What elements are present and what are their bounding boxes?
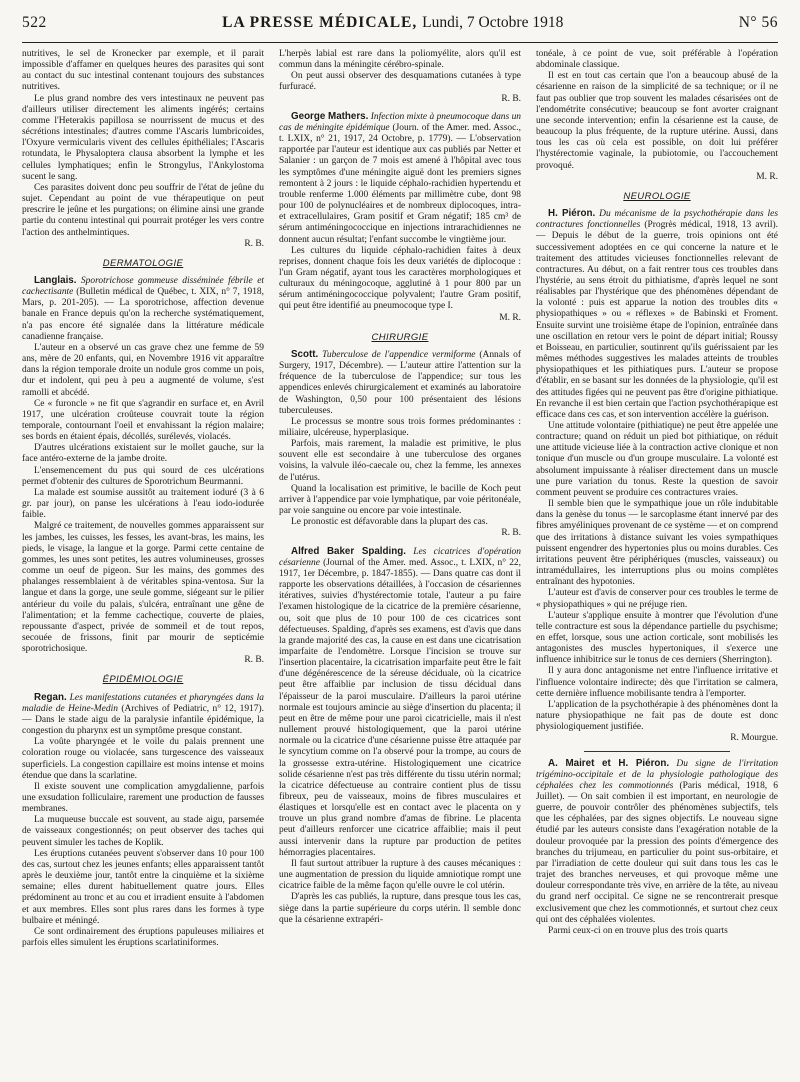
journal-title bbox=[222, 14, 563, 32]
column-1 bbox=[22, 49, 264, 949]
article-author: Scott. bbox=[291, 348, 319, 360]
paragraph: Il est en tout cas certain que l'on a beaucoup abusé de la césarienne en raison de la simplicité de sa technique; or il ne faut pas oublier que trop souvent les malades césarisées ont de l'endométrite consécutive; beaucoup se font avorter craignant une seconde intervention; enfin la césarienne est la cause, de beaucoup la plus fréquente, de la rupture utérine. Aussi, dans tous les cas où cela est possible, on doit lui préférer l'hystérectomie vaginale, la pubiotomie, ou l'accouchement provoqué. bbox=[536, 71, 778, 171]
paragraph: Quand la localisation est primitive, le bacille de Koch peut arriver à l'appendice par voie lymphatique, par voie péritonéale, par voie sanguine ou encore par voie intestinale. bbox=[279, 483, 521, 517]
paragraph: Parmi ceux-ci on en trouve plus des trois quarts bbox=[548, 925, 728, 936]
article-reference: (Annals of Surgery, 1917, Décembre). — L'auteur attire l'attention sur la fréquence de la tuberculose de l'appendice; sur tous les appendices enlevés chirurgicalement et examinés au laboratoire de Washington, 0,50 pour 100 présentaient des lésions tuberculeuses. bbox=[279, 349, 522, 416]
signature: R. B. bbox=[244, 238, 264, 249]
section-heading: NEUROLOGIE bbox=[623, 190, 691, 202]
article-author: Langlais. bbox=[34, 274, 77, 286]
signature: M. R. bbox=[499, 312, 521, 323]
signature: R. B. bbox=[501, 93, 521, 104]
article-title: Du signe de l'irritation trigémino-occipitale et de la physiologie pathologique des céphalées chez les commotionnés bbox=[536, 758, 778, 791]
paragraph: Parfois, mais rarement, la maladie est primitive, le plus souvent elle est secondaire à une tuberculose des organes voisins, la valvule iléo-caecale ou, chez la femme, les annexes de l'utérus. bbox=[279, 439, 521, 483]
paragraph: On peut aussi observer des desquamations cutanées à type furfuracé. bbox=[279, 71, 521, 93]
paragraph: La muqueuse buccale est souvent, au stade aigu, parsemée de vaisseaux congestionnés; on peut observer des taches qui peuvent simuler les taches de Koplik. bbox=[22, 815, 264, 848]
paragraph: D'après les cas publiés, la rupture, dans presque tous les cas, siège dans la partie supérieure du corps utérin. Il semble donc que la césarienne extrapéri- bbox=[279, 892, 521, 925]
column-3 bbox=[536, 49, 778, 949]
signature: R. Mourgue. bbox=[730, 733, 778, 744]
paragraph: Il y aura donc antagonisme net entre l'influence irritative et l'influence volontaire indirecte; dès que l'irritation se calmera, cette dernière influence mobilisante tendra à l'emporter. bbox=[536, 666, 778, 699]
header-rule bbox=[22, 42, 778, 43]
article-reference: (Archives of Pediatric, n° 12, 1917). — Dans le stade aigu de la paralysie infantile épidémique, la congestion du pharynx est un symptôme presque constant. bbox=[22, 703, 264, 737]
section-heading: ÉPIDÉMIOLOGIE bbox=[102, 674, 184, 686]
paragraph: Le plus grand nombre des vers intestinaux ne peuvent pas d'ailleurs utiliser directement les aliments ingérés; certains comme l'Heterakis papillosa se nourrissent de mucus et des sécrétions intestinales; d'autres comme l'Ascaris lumbricoides, l'Oxyure vermicularis vivent des cellules épithéliales; l'Ascaris rotundata, le Physaloptera clausa absorbent la lymphe et les cellules lymphatiques; enfin le Strongylus, l'Ankylostoma sucent le sang. bbox=[22, 93, 264, 182]
article-title: Sporotrichose gommeuse disséminée fébrile et cachectisante bbox=[22, 275, 265, 298]
paragraph: Les éruptions cutanées peuvent s'observer dans 10 pour 100 des cas, surtout chez les jeunes enfants; elles apparaissent tantôt après le deuxième jour, tantôt entre la cinquième et la sixième semaine; elles durent habituellement quatre jours. Elles prédominent au tronc et au cou et irradient ensuite à l'abdomen et aux membres. Elles sont plus rares dans les formes à type bulbaire et méningé. bbox=[22, 848, 264, 926]
columns bbox=[22, 49, 778, 949]
article-title: Les cicatrices d'opération césarienne bbox=[279, 546, 521, 568]
article-title: Les manifestations cutanées et pharyngées dans la maladie de Heine-Medin bbox=[22, 692, 264, 714]
article-author: Alfred Baker Spalding. bbox=[291, 545, 406, 557]
paragraph: L'auteur s'applique ensuite à montrer que l'évolution d'une telle contracture est sous la dépendance partielle du psychisme; en effet, lorsque, sous une action corticale, sont mobilisés les antagonistes des muscles hypertoniques, il s'exerce une influence inhibitrice sur le tonus de ces derniers (Sherrington). bbox=[536, 610, 778, 666]
article-title: Tuberculose de l'appendice vermiforme bbox=[322, 349, 476, 360]
article-author: George Mathers. bbox=[291, 110, 369, 122]
paragraph: tonéale, à ce point de vue, soit préférable à l'opération abdominale classique. bbox=[536, 49, 778, 71]
signature: R. B. bbox=[244, 655, 264, 666]
paragraph: L'herpès labial est rare dans la poliomyélite, alors qu'il est commun dans la méningite cérébro-spinale. bbox=[279, 49, 521, 71]
article-author: Regan. bbox=[34, 691, 67, 703]
article-reference: (Paris médical, 1918, 6 Juillet). — On sait combien il est important, en neurologie de guerre, de pouvoir contrôler des phénomènes subjectifs, tels que les céphalées, par des signes objectifs. Le nouveau signe étudié par les auteurs consiste dans l'exagération notable de la douleur provoquée par la pression des points d'émergence des branches du trijumeau, en particulier du point sus-orbitaire, et par l'irradiation de cette douleur qui suit dans tous les cas le trajet des branches nerveuses, et qui provoque même une douleur correspondante très vive, en arrière de la tête, au niveau du grand nerf occipital. Ce signe ne se rencontrerait presque exclusivement que chez les commotionnés, et surtout chez ceux qui ont des céphalées violentes. bbox=[536, 780, 779, 925]
section-heading: DERMATOLOGIE bbox=[102, 257, 184, 269]
paragraph: Ce « furoncle » ne fit que s'agrandir en surface et, en Avril 1917, une ulcération croûteuse couvrait toute la région temporale, contournant l'oeil et envahissant la région malaire; ses bords en étaient épais, décollés, surélevés, violacés. bbox=[22, 398, 264, 443]
paragraph: Il faut surtout attribuer la rupture à des causes mécaniques : une augmentation de pression du liquide amniotique rompt une cicatrice faible de la même façon qu'elle ouvre le col utérin. bbox=[279, 858, 521, 892]
signature: M. R. bbox=[756, 171, 778, 182]
paragraph: La voûte pharyngée et le voile du palais prennent une coloration rouge ou violacée, sans turgescence des vaisseaux superficiels. La congestion capillaire est moins intense et moins étendue que dans la scarlatine. bbox=[22, 737, 264, 781]
paragraph: Malgré ce traitement, de nouvelles gommes apparaissent sur les jambes, les cuisses, les fesses, les avant-bras, les mains, les pieds, le visage, la langue et la gorge. Parmi cette centaine de gommes, les unes sont petites, les autres volumineuses, grosses comme un oeuf de pigeon. Sur les mains, des gommes des phalanges ressemblaient à de véritables spina-ventosa. Sur la langue et dans la gorge, une seule gomme, siégeant sur le pilier antérieur du voile du palais, s'ulcéra, entraînant une gêne de l'alimentation; et la femme cachectique, couverte de plaies, repoussante d'aspect, privée de sommeil et de tout repos, secouée de frissons, finit par mourir de septicémie sporotrichosique. bbox=[22, 521, 264, 655]
article-reference: (Journal of the Amer. med. Assoc., t. LXIX, n° 22, 1917, 1er Décembre, p. 1847-1855). — Dans quatre cas dont il rapporte les observations détaillées, à l'occasion de césariennes itératives, suivies d'hystérectomie totale, l'auteur a pu faire l'examen histologique de la cicatrice de la première césarienne, ou, soit que plus de 10 pour 100 de ces cicatrices sont défectueuses. Spalding, d'après ses examens, est d'avis que dans la grande majorité des cas, la cause en est dans une cicatrisation imparfaite de l'endomètre. Lorsque l'incision se trouve sur l'insertion placentaire, la cicatrisation imparfaite peut être le fait d'une dégénérescence de la séreuse déciduale, où la cicatrice peut être affaiblie par inclusion de tissu décidual dans l'épaisseur de la paroi musculaire. D'ailleurs la paroi utérine normale est toujours amincie au siège d'insertion du placenta; il peut en être de même pour une paroi cicatricielle, mais il n'est nullement prouvé histologiquement, que la paroi utérine normale ou la cicatrice d'une césarienne puisse être attaquée par le syncytium comme on l'a observé pour la trompe, au cours de la grossesse extra-utérine. Histologiquement une cicatrice solide césarienne n'est pas très différente du tissu utérin normal; la cicatrice défectueuse au contraire contient plus de tissu fibreux, peu de vaisseaux, moins de fibres musculaires et élastiques et lorsqu'elle est en contact avec le placenta on y trouve un plus grand nombre d'amas de fibrine. Le placenta peut d'ailleurs renforcer une cicatrice affaiblie; mais il peut aussi intervenir dans la rupture par production de petites hémorragies placentaires. bbox=[279, 557, 522, 858]
paragraph: Il existe souvent une complication amygdalienne, parfois une exsudation folliculaire, rarement une production de fausses membranes. bbox=[22, 781, 264, 815]
paragraph: L'auteur est d'avis de conserver pour ces troubles le terme de « physiopathiques » qui ne préjuge rien. bbox=[536, 588, 778, 610]
paragraph: Le pronostic est défavorable dans la plupart des cas. bbox=[291, 517, 488, 528]
article-author: A. Mairet et H. Piéron. bbox=[548, 757, 670, 769]
section-heading: CHIRURGIE bbox=[371, 331, 429, 343]
paragraph: Une attitude volontaire (pithiatique) ne peut être appelée une contracture; quand on réduit un pied bot pithiatique, on réduit une attitude vicieuse liée à la contraction active clonique et non tonique d'un muscle ou d'un groupe musculaire. La volonté est absolument impuissante à réaliser directement dans un muscle une pure variation du tonus. Reste la question de savoir comment peuvent se produire ces contractures vraies. bbox=[536, 421, 778, 498]
article-author: H. Piéron. bbox=[548, 208, 596, 220]
paragraph: Ces parasites doivent donc peu souffrir de l'état de jeûne du sujet. Cependant au point de vue thérapeutique on peut prescrire le jeûne et les purgations; on élimine ainsi une grande partie du contenu intestinal qui pourrait protéger les vers contre l'action des anthelmintiques. bbox=[22, 182, 264, 238]
paragraph: La malade est soumise aussitôt au traitement ioduré (3 à 6 gr. par jour), on panse les ulcérations à l'eau iodo-iodurée faible. bbox=[22, 487, 264, 521]
paragraph: Les cultures du liquide céphalo-rachidien faites à deux reprises, donnent chaque fois les deux variétés de diplocoque : l'un Gram négatif, ayant tous les caractères morphologiques et culturaux du méningocoque, agglutiné à 1 pour 800 par un sérum antiméningococcique polyvalent; l'autre Gram positif, qui peut être identifié au pneumocoque type I. bbox=[279, 245, 521, 312]
article-title: Infection mixte à pneumocoque dans un cas de méningite épidémique bbox=[279, 111, 522, 133]
page-header bbox=[22, 14, 778, 36]
article-reference: (Journ. of the Amer. med. Assoc., t. LXIX, n° 21, 1917, 24 Octobre, p. 1779). — L'observation rapportée par l'auteur est identique aux cas publiés par Netter et Salanier : un garçon de 7 mois est amené à l'hôpital avec tous les symptômes d'une méningite aiguë dont les premiers signes remontent à 2 jours : le liquide céphalo-rachidien hypertendu et trouble renferme 1.000 éléments par millimètre cube, dont 98 pour 100 de polynucléaires et de nombreux diplocoques, intra- et extracellulaires, Gram positif et Gram négatif; 185 cm³ de sérum antiméningococcique en injections intrarachidiennes ne donnent aucun résultat; l'enfant succombe le vingtième jour. bbox=[279, 122, 521, 245]
issue-date: Lundi, 7 Octobre 1918 bbox=[422, 14, 564, 31]
paragraph: L'application de la psychothérapie à des phénomènes dont la nature physiopathique ne fait pas de doute est donc physiologiquement justifiée. bbox=[536, 699, 778, 733]
paragraph: Il semble bien que le sympathique joue un rôle indubitable dans la genèse du tonus — le sarcoplasme étant innervé par des fibres amyéliniques provenant de ce système — et on comprend que des irritations à distance suivant les voies sympathiques puissent engendrer des hypertonies plus ou moins durables. Ces irritations peuvent être périphériques (muscles, vaisseaux) ou intramédullaires, les interruptions plus ou moins complètes entraînant des hypotonies. bbox=[536, 499, 778, 588]
paragraph: L'ensemencement du pus qui sourd de ces ulcérations permet d'obtenir des cultures de Sporotrichum Beurmanni. bbox=[22, 465, 264, 487]
article-divider bbox=[584, 751, 729, 752]
article-reference: (Progrès médical, 1918, 13 avril). — Depuis le début de la guerre, trois opinions ont été successivement adoptées en ce qui concerne la nature et le traitement des attitudes vicieuses fonctionnelles relevant de contractures. Au début, on a fait rentrer tous ces troubles dans l'hystérie, au sens étroit du pithiatisme, d'après lequel ne sont réalisables par l'hystérique que des phénomènes dépendant de la volonté : puis est apparue la notion des troubles dits « physiopathiques » ou « réflexes » de Babinski et Froment. Ensuite survint une troisième étape de l'opinion, entraînée dans une oscillation en retour vers le point de départ initial; Roussy et Boisseau, en particulier, soutinrent qu'ils guérissaient par les mêmes méthodes suggestives les malades atteints de troubles physiopathiques et les pithiatiques purs. L'auteur se propose d'établir, en se basant sur les données de la physiologie, qu'il est des attitudes figées qui ne peuvent pas être d'origine pithiatique. En revanche il est bien certain que l'action psychothérapique est efficace dans ces cas, et son intervention accélère la guérison. bbox=[536, 220, 779, 420]
column-2 bbox=[279, 49, 521, 949]
article-title: Du mécanisme de la psychothérapie dans les contractures fonctionnelles bbox=[536, 209, 779, 231]
paragraph: Le processus se montre sous trois formes prédominantes : miliaire, ulcéreuse, hyperplasique. bbox=[279, 416, 521, 438]
paragraph: Ce sont ordinairement des éruptions papuleuses miliaires et parfois elles simulent les éruptions scarlatiniformes. bbox=[22, 926, 264, 949]
paragraph: D'autres ulcérations existaient sur le mollet gauche, sur la face antéro-externe de la jambe droite. bbox=[22, 443, 264, 465]
signature: R. B. bbox=[501, 528, 521, 539]
journal-name: LA PRESSE MÉDICALE, bbox=[222, 14, 418, 31]
paragraph: L'auteur en a observé un cas grave chez une femme de 59 ans, mère de 20 enfants, qui, en Novembre 1916 vit apparaître dans la région temporale droite un nodule gros comme un pois, dur et indolent, qui peu à peu a augmenté de volume, s'est ramolli et abcédé. bbox=[22, 342, 264, 398]
issue-number: N° 56 bbox=[738, 14, 778, 31]
paragraph: nutritives, le sel de Kronecker par exemple, et il parait impossible d'affamer en quelques heures des parasites qui sont au contact du suc intestinal contenant toujours des substances nutritives. bbox=[22, 49, 264, 93]
article-reference: (Bulletin médical de Québec, t. XIX, n° 7, 1918, Mars, p. 201-205). — La sporotrichose, affection devenue banale en France depuis qu'on la recherche systématiquement, n'a pas encore été signalée dans la littérature médicale canadienne française. bbox=[22, 287, 265, 342]
page-number: 522 bbox=[22, 14, 47, 31]
